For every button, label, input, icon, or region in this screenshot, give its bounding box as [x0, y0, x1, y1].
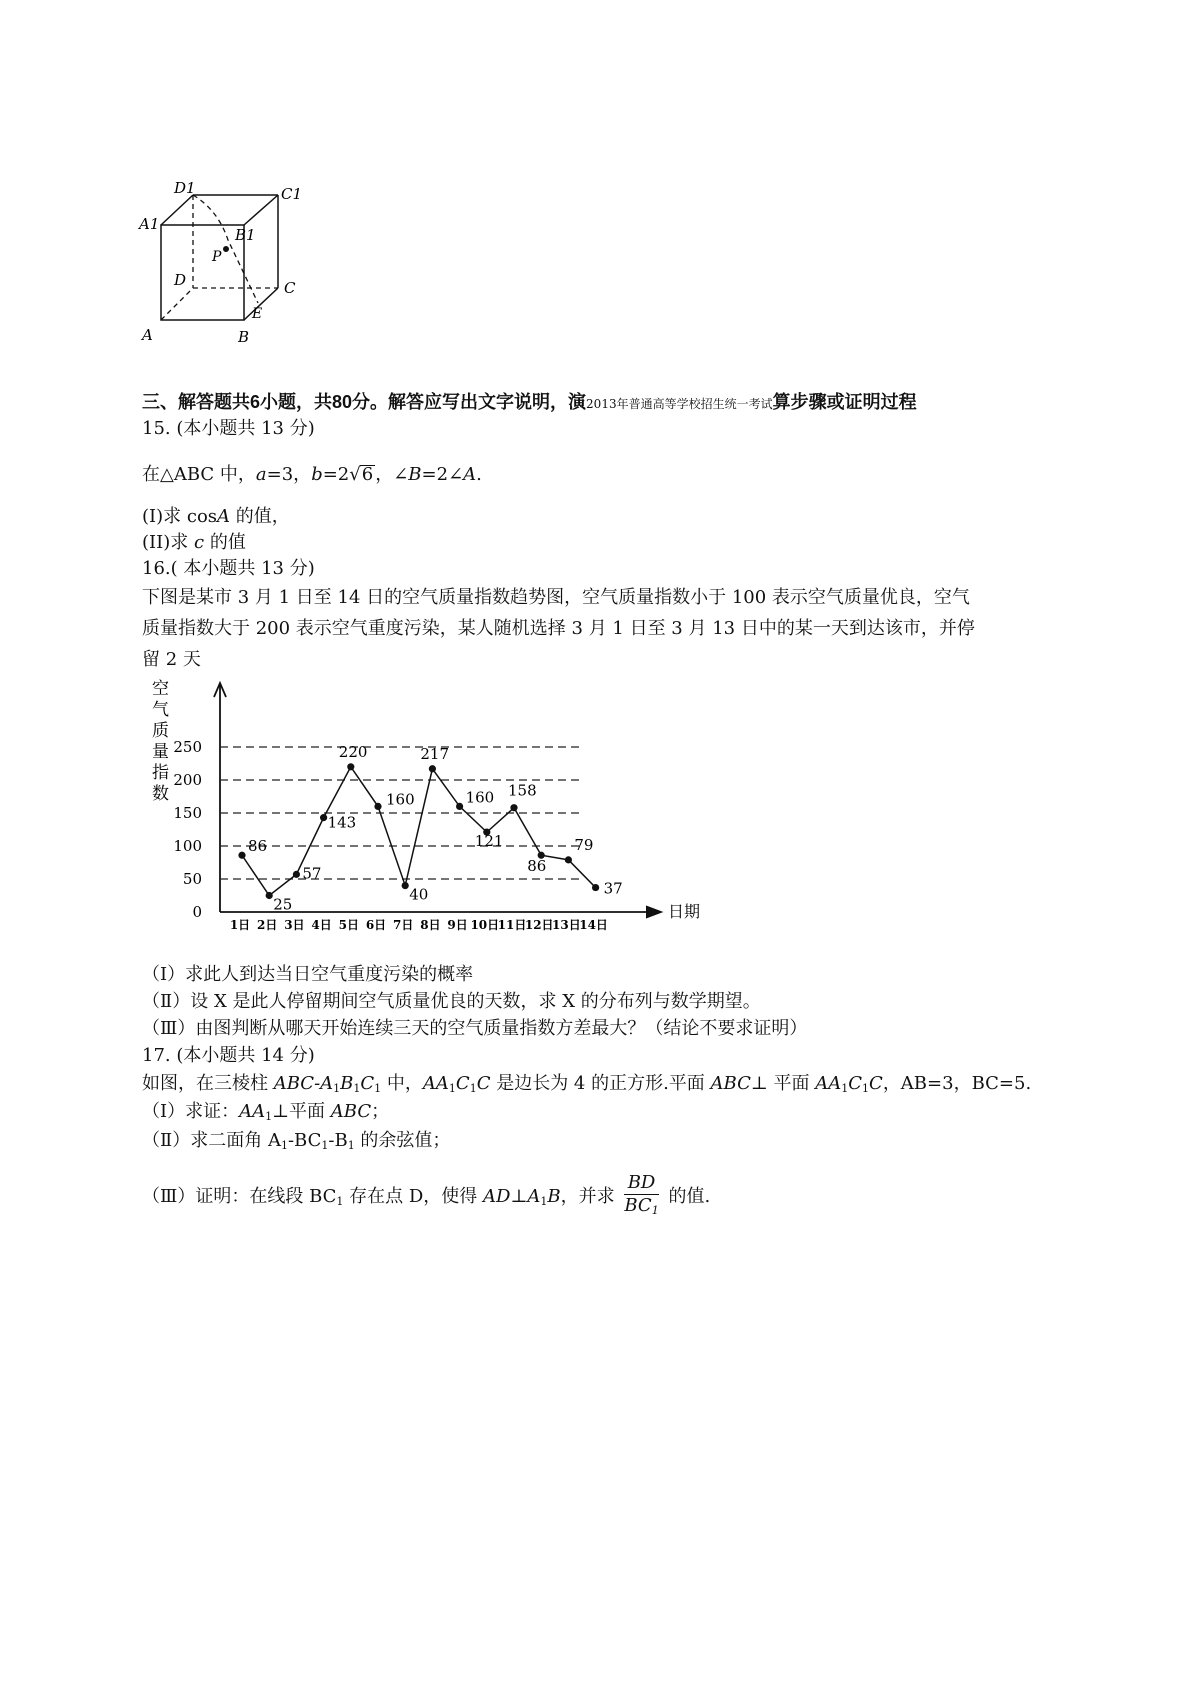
- aqi-data-point: [565, 856, 572, 863]
- aqi-data-label: 57: [302, 864, 322, 883]
- aqi-data-point: [456, 803, 463, 810]
- aqi-data-label: 86: [527, 857, 547, 876]
- y-axis-label-char: 质: [152, 721, 169, 741]
- aqi-data-label: 25: [273, 895, 293, 914]
- q16-header: 16.( 本小题共 13 分): [142, 558, 315, 579]
- label-e: E: [252, 306, 263, 322]
- aqi-data-label: 158: [508, 781, 537, 800]
- q16-stem-line1: 下图是某市 3 月 1 日至 14 日的空气质量指数趋势图，空气质量指数小于 100 表示空气质量优良，空气: [142, 587, 970, 608]
- q15-stem: 在△ABC 中，a=3，b=2√6 ，∠B=2∠A.: [142, 464, 482, 485]
- aqi-data-point: [293, 871, 300, 878]
- q17-part3: （Ⅲ）证明：在线段 $BC_1$ 存在点 D，使得 $AD\perp A_1B$，并求 $\frac{BD}{BC_1}$ 的值.: [142, 1172, 710, 1227]
- q17-stem: 如图，在三棱柱 ABC-$A_1B_1C_1$ 中，$AA_1C_1C$ 是边长为 4 的正方形.平面 ABC⊥ 平面 $AA_1C_1C$，AB=3，BC=5.: [142, 1073, 1032, 1095]
- y-axis-label-char: 量: [152, 742, 169, 762]
- chart-y-label: [152, 679, 169, 804]
- y-axis-label-char: 指: [152, 763, 169, 783]
- aqi-data-label: 217: [420, 744, 450, 763]
- y-tick-label: 50: [182, 870, 202, 888]
- x-category-label: 10日: [470, 918, 500, 932]
- x-category-label: 1日: [229, 918, 251, 932]
- x-category-label: 8日: [420, 918, 441, 932]
- aqi-data-point: [429, 765, 436, 772]
- aqi-data-label: 40: [409, 885, 429, 904]
- q17-header: 17. (本小题共 14 分): [142, 1045, 315, 1066]
- label-b1: B1: [235, 226, 256, 244]
- y-tick-label: 0: [192, 903, 202, 921]
- label-a1: A1: [139, 215, 160, 233]
- q15-part2: (II)求 c 的值: [142, 532, 246, 553]
- label-c: C: [284, 279, 296, 297]
- cube-edge-a1d1: [161, 195, 193, 225]
- section3-watermark: 2013年普通高等学校招生统一考试: [586, 397, 773, 411]
- label-p: P: [212, 249, 222, 265]
- cube-hidden-ad: [161, 288, 193, 320]
- aqi-data-label: 220: [338, 742, 368, 761]
- cube-diagram: [138, 179, 328, 355]
- label-c1: C1: [281, 185, 303, 203]
- aqi-data-label: 160: [386, 790, 415, 809]
- section3-heading: 三、解答题共6小题，共80分。解答应写出文字说明，演2013年普通高等学校招生统一考试算步骤或证明过程: [142, 392, 917, 413]
- q15-part1: (I)求 cosA 的值，: [142, 506, 290, 527]
- aqi-data-point: [510, 804, 517, 811]
- aqi-data-point: [592, 884, 599, 891]
- chart-gridlines: [220, 744, 580, 879]
- q16-part3: （Ⅲ）由图判断从哪天开始连续三天的空气质量指数方差最大？（结论不要求证明）: [142, 1018, 808, 1039]
- cube-edge-b1c1: [244, 195, 278, 225]
- chart-x-categories: [230, 918, 608, 932]
- y-axis-label-char: 空: [152, 679, 169, 699]
- label-b: B: [238, 328, 250, 346]
- chart-axes: [214, 683, 662, 918]
- q17-part1: （Ⅰ）求证：$AA_1\perp$平面 ABC；: [142, 1101, 390, 1123]
- aqi-data-label: 160: [465, 788, 495, 807]
- cube-point-p: [223, 246, 229, 252]
- aqi-data-label: 143: [327, 813, 357, 832]
- aqi-data-label: 86: [248, 837, 268, 856]
- x-category-label: 3日: [284, 918, 305, 932]
- aqi-data-point: [374, 803, 381, 810]
- bd-over-bc1-fraction: $\frac{BD}{BC_1}$: [624, 1172, 659, 1217]
- x-axis-label: 日期: [668, 902, 701, 921]
- q16-stem-line3: 留 2 天: [142, 649, 201, 670]
- q16-part2: （Ⅱ）设 X 是此人停留期间空气质量优良的天数，求 X 的分布列与数学期望。: [142, 991, 761, 1012]
- x-category-label: 5日: [338, 918, 359, 932]
- x-axis-arrow: [646, 906, 662, 918]
- aqi-data-point: [266, 892, 273, 899]
- label-a: A: [142, 326, 153, 344]
- x-category-label: 2日: [257, 918, 278, 932]
- y-tick-label: 100: [173, 837, 202, 855]
- chart-y-ticks: [173, 738, 202, 921]
- label-d1: D1: [174, 179, 196, 197]
- x-category-label: 9日: [447, 918, 468, 932]
- x-category-label: 12日: [524, 918, 554, 932]
- y-axis-label-char: 数: [152, 784, 169, 804]
- x-category-label: 4日: [311, 918, 332, 932]
- aqi-data-point: [402, 882, 409, 889]
- aqi-data-point: [320, 814, 327, 821]
- aqi-data-label: 37: [603, 879, 623, 898]
- y-tick-label: 200: [173, 771, 202, 789]
- label-d: D: [174, 271, 187, 289]
- x-category-label: 13日: [552, 918, 581, 932]
- x-category-label: 11日: [497, 918, 527, 932]
- q15-header: 15. (本小题共 13 分): [142, 418, 315, 439]
- aqi-data-label: 121: [474, 832, 504, 851]
- aqi-line-chart: [140, 679, 701, 940]
- x-category-label: 14日: [579, 918, 608, 932]
- y-tick-label: 250: [173, 738, 202, 756]
- q17-part2: （Ⅱ）求二面角 $A_1-BC_1-B_1$ 的余弦值；: [142, 1130, 451, 1152]
- y-axis-label-char: 气: [152, 700, 169, 720]
- q16-stem-line2: 质量指数大于 200 表示空气重度污染，某人随机选择 3 月 1 日至 3 月 13 日中的某一天到达该市，并停: [142, 618, 975, 639]
- aqi-data-point: [238, 852, 245, 859]
- q16-part1: （Ⅰ）求此人到达当日空气重度污染的概率: [142, 964, 474, 985]
- aqi-data-label: 79: [574, 835, 594, 854]
- x-category-label: 7日: [393, 918, 414, 932]
- y-tick-label: 150: [173, 804, 202, 822]
- x-category-label: 6日: [365, 918, 387, 932]
- aqi-data-point: [347, 763, 354, 770]
